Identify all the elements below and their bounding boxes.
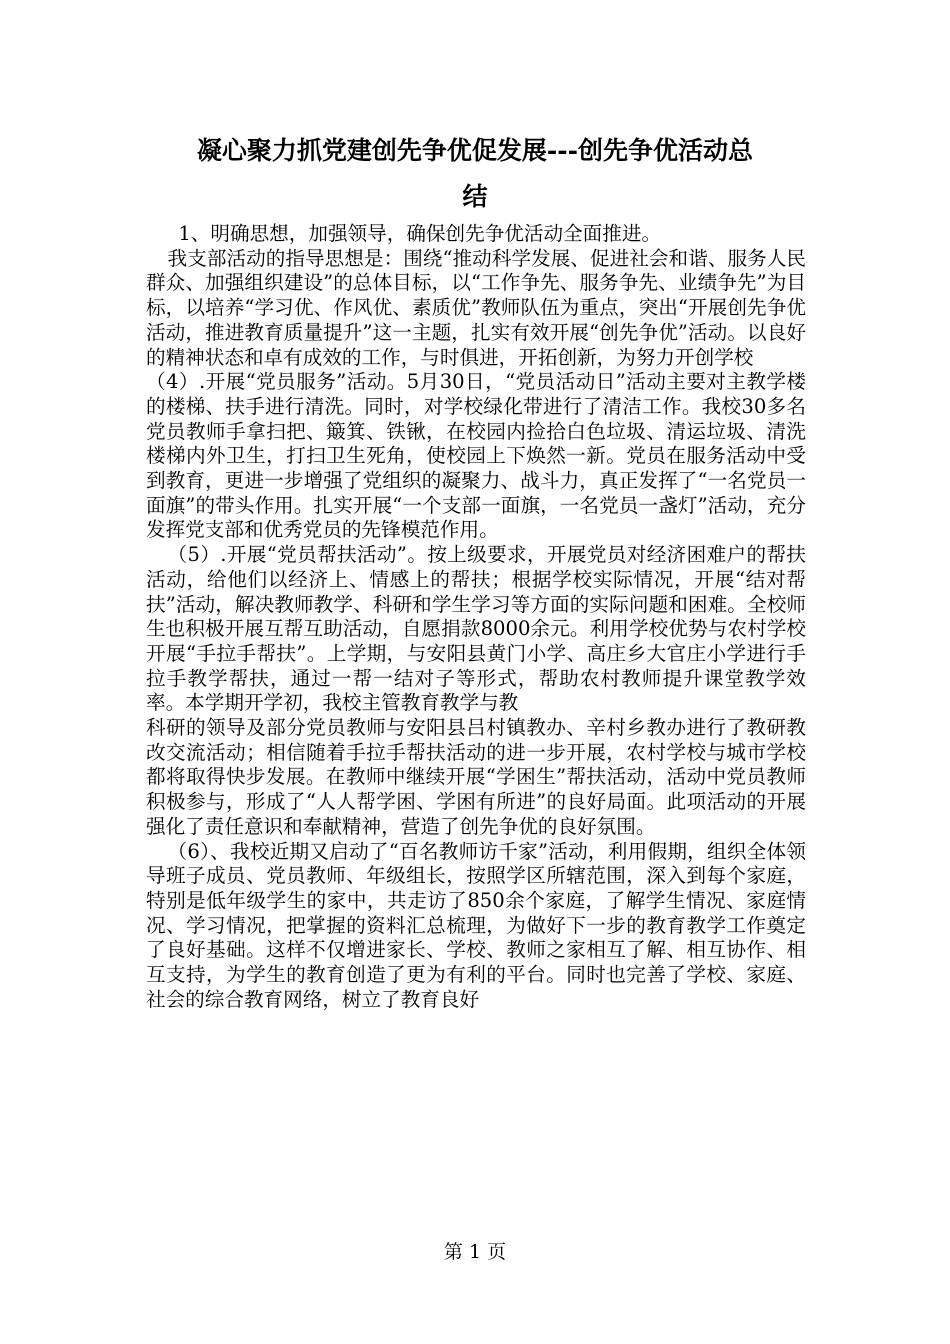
- title-line-1: 凝心聚力抓党建创先争优促发展---创先争优活动总: [196, 136, 754, 165]
- page-number: 第 1 页: [443, 1241, 507, 1263]
- paragraph-item-5-continued: 科研的领导及部分党员教师与安阳县吕村镇教办、辛村乡教办进行了教研教改交流活动；相信随着手拉手帮扶活动的进一步开展，农村学校与城市学校都将取得快步发展。在教师中继续开展“学困生”帮扶活动，活动中党员教师积极参与，形成了“人人帮学困、学困有所进”的良好局面。此项活动的开展强化了责任意识和奉献精神，营造了创先争优的良好氛围。: [146, 716, 806, 838]
- document-body: [146, 222, 806, 1013]
- paragraph-item-4: （4）.开展“党员服务”活动。5月30日，“党员活动日”活动主要对主教学楼的楼梯、扶手进行清洗。同时，对学校绿化带进行了清洁工作。我校30多名党员教师手拿扫把、簸箕、铁锹，在校园内捡拾白色垃圾、清运垃圾、清洗楼梯内外卫生，打扫卫生死角，使校园上下焕然一新。党员在服务活动中受到教育，更进一步增强了党组织的凝聚力、战斗力，真正发挥了“一名党员一面旗”的带头作用。扎实开展“一个支部一面旗，一名党员一盏灯”活动，充分发挥党支部和优秀党员的先锋模范作用。: [146, 370, 806, 542]
- paragraph-item-6: （6）、我校近期又启动了“百名教师访千家”活动，利用假期，组织全体领导班子成员、党员教师、年级组长，按照学区所辖范围，深入到每个家庭，特别是低年级学生的家中，共走访了850余个家庭，了解学生情况、家庭情况、学习情况，把掌握的资料汇总梳理，为做好下一步的教育教学工作奠定了良好基础。这样不仅增进家长、学校、教师之家相互了解、相互协作、相互支持，为学生的教育创造了更为有利的平台。同时也完善了学校、家庭、社会的综合教育网络，树立了教育良好: [146, 839, 806, 1011]
- title-line-2: 结: [462, 182, 488, 211]
- paragraph-section-1-heading: 1、明确思想，加强领导，确保创先争优活动全面推进。: [178, 222, 662, 245]
- document-title: [140, 128, 810, 220]
- paragraph-guiding-thought: 我支部活动的指导思想是：围绕“推动科学发展、促进社会和谐、服务人民群众、加强组织建设”的总体目标，以“工作争先、服务争先、业绩争先”为目标，以培养“学习优、作风优、素质优”教师队伍为重点，突出“开展创先争优活动，推进教育质量提升”这一主题，扎实有效开展“创先争优”活动。以良好的精神状态和卓有成效的工作，与时俱进，开拓创新，为努力开创学校: [146, 246, 806, 369]
- paragraph-item-5: （5）.开展“党员帮扶活动”。按上级要求，开展党员对经济困难户的帮扶活动，给他们以经济上、情感上的帮扶；根据学校实际情况，开展“结对帮扶”活动，解决教师教学、科研和学生学习等方面的实际问题和困难。全校师生也积极开展互帮互助活动，自愿捐款8000余元。利用学校优势与农村学校开展“手拉手帮扶”。上学期，与安阳县黄门小学、高庄乡大官庄小学进行手拉手教学帮扶，通过一帮一结对子等形式，帮助农村教师提升课堂教学效率。本学期开学初，我校主管教育教学与教: [146, 543, 806, 715]
